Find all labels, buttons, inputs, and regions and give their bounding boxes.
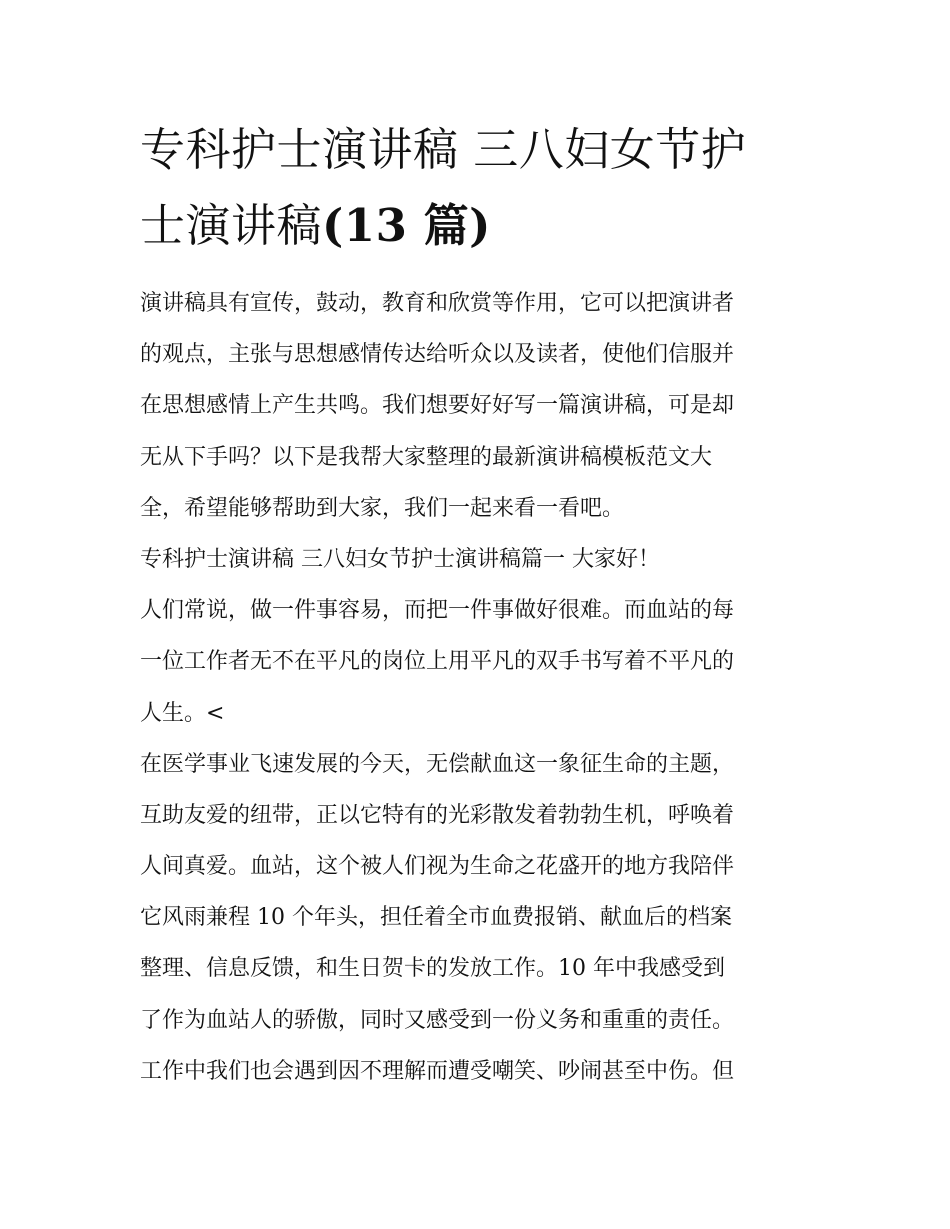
title-line-2-text: 士演讲稿 (140, 199, 323, 252)
body-line-2: 的观点，主张与思想感情传达给听众以及读者，使他们信服并 (140, 342, 735, 368)
body-line-5: 全，希望能够帮助到大家，我们一起来看一看吧。 (140, 495, 625, 521)
body-line-15: 了作为血站人的骄傲，同时又感受到一份义务和重重的责任。 (140, 1007, 735, 1033)
body-line-6: 专科护士演讲稿 三八妇女节护士演讲稿篇一 大家好！ (140, 546, 660, 572)
body-line-14: 整理、信息反馈，和生日贺卡的发放工作。10 年中我感受到 (140, 956, 725, 982)
body-line-1: 演讲稿具有宣传，鼓动，教育和欣赏等作用，它可以把演讲者 (140, 291, 735, 316)
body-line-4: 无从下手吗？以下是我帮大家整理的最新演讲稿模板范文大 (140, 444, 713, 470)
body-line-16: 工作中我们也会遇到因不理解而遭受嘲笑、吵闹甚至中伤。但 (140, 1058, 735, 1084)
document-body (140, 278, 830, 1097)
body-line-13: 它风雨兼程 10 个年头，担任着全市血费报销、献血后的档案 (140, 905, 732, 931)
body-line-7: 人们常说，做一件事容易，而把一件事做好很难。而血站的每 (140, 598, 735, 624)
title-count: (13 篇) (322, 199, 491, 252)
title-line-1: 专科护士演讲稿 三八妇女节护 (140, 123, 747, 176)
body-line-10: 在医学事业飞速发展的今天，无偿献血这一象征生命的主题， (140, 751, 735, 777)
document-title (140, 112, 820, 264)
body-line-3: 在思想感情上产生共鸣。我们想要好好写一篇演讲稿，可是却 (140, 393, 735, 419)
body-line-8: 一位工作者无不在平凡的岗位上用平凡的双手书写着不平凡的 (140, 649, 735, 675)
body-line-9: 人生。< (140, 700, 225, 726)
body-line-11: 互助友爱的纽带，正以它特有的光彩散发着勃勃生机，呼唤着 (140, 802, 735, 828)
title-line-2 (140, 188, 820, 264)
body-line-12: 人间真爱。血站，这个被人们视为生命之花盛开的地方我陪伴 (140, 854, 735, 880)
